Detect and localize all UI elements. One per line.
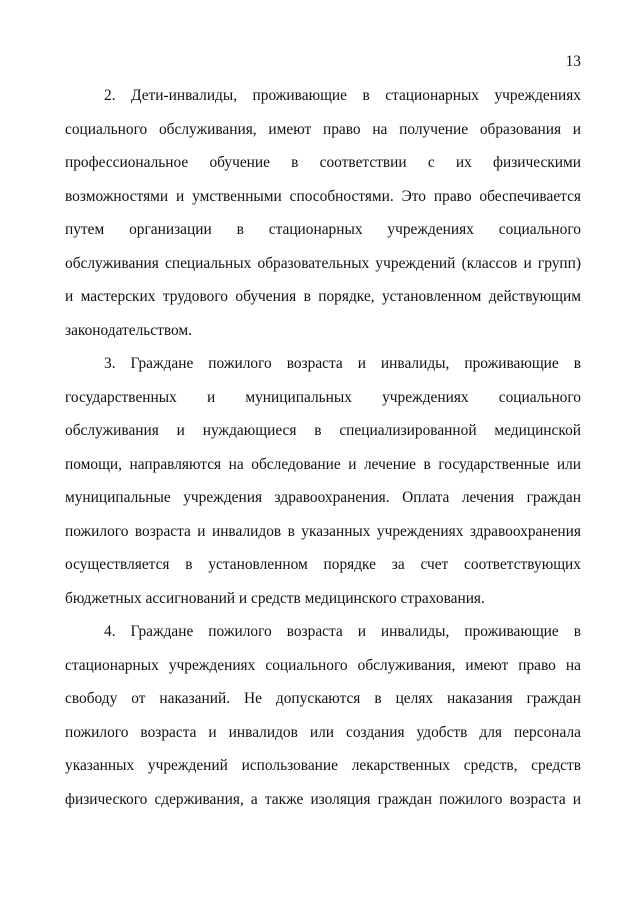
paragraph-line: путем организации в стационарных учреждениях социального [65, 221, 581, 238]
paragraph-line: профессиональное обучение в соответствии с их физическими [65, 154, 581, 171]
paragraph-line: пожилого возраста и инвалидов или создания удобств для персонала [65, 723, 581, 741]
paragraph-line: осуществляется в установленном порядке за счет соответствующих [65, 556, 581, 573]
paragraph-item-3 [65, 347, 581, 615]
document-body [65, 79, 581, 816]
paragraph-line: свободу от наказаний. Не допускаются в целях наказания граждан [65, 690, 581, 707]
paragraph-line: возможностями и умственными способностями. Это право обеспечивается [65, 187, 581, 205]
paragraph-line: социального обслуживания, имеют право на получение образования и [65, 120, 581, 138]
paragraph-line: стационарных учреждениях социального обслуживания, имеют право на [65, 656, 581, 674]
paragraph-line: 4. Граждане пожилого возраста и инвалиды, проживающие в [104, 623, 581, 640]
paragraph-line: 2. Дети-инвалиды, проживающие в стационарных учреждениях [104, 87, 581, 104]
paragraph-line: обслуживания специальных образовательных учреждений (классов и групп) [65, 254, 581, 272]
page-number: 13 [565, 53, 581, 70]
paragraph-line: физического сдерживания, а также изоляция граждан пожилого возраста и [65, 790, 581, 808]
paragraph-line: бюджетных ассигнований и средств медицинского страхования. [65, 589, 485, 607]
paragraph-line: законодательством. [65, 321, 193, 339]
paragraph-line: пожилого возраста и инвалидов в указанных учреждениях здравоохранения [65, 522, 581, 540]
paragraph-line: обслуживания и нуждающиеся в специализированной медицинской [65, 422, 581, 439]
paragraph-line: государственных и муниципальных учреждениях социального [65, 388, 581, 406]
paragraph-line: указанных учреждений использование лекарственных средств, средств [65, 757, 581, 774]
paragraph-line: муниципальные учреждения здравоохранения. Оплата лечения граждан [65, 489, 581, 506]
paragraph-line: и мастерских трудового обучения в порядке, установленном действующим [65, 288, 581, 305]
paragraph-item-4 [65, 615, 581, 816]
paragraph-item-2 [65, 79, 581, 347]
paragraph-line: помощи, направляются на обследование и лечение в государственные или [65, 455, 581, 473]
paragraph-line: 3. Граждане пожилого возраста и инвалиды, проживающие в [104, 355, 581, 372]
